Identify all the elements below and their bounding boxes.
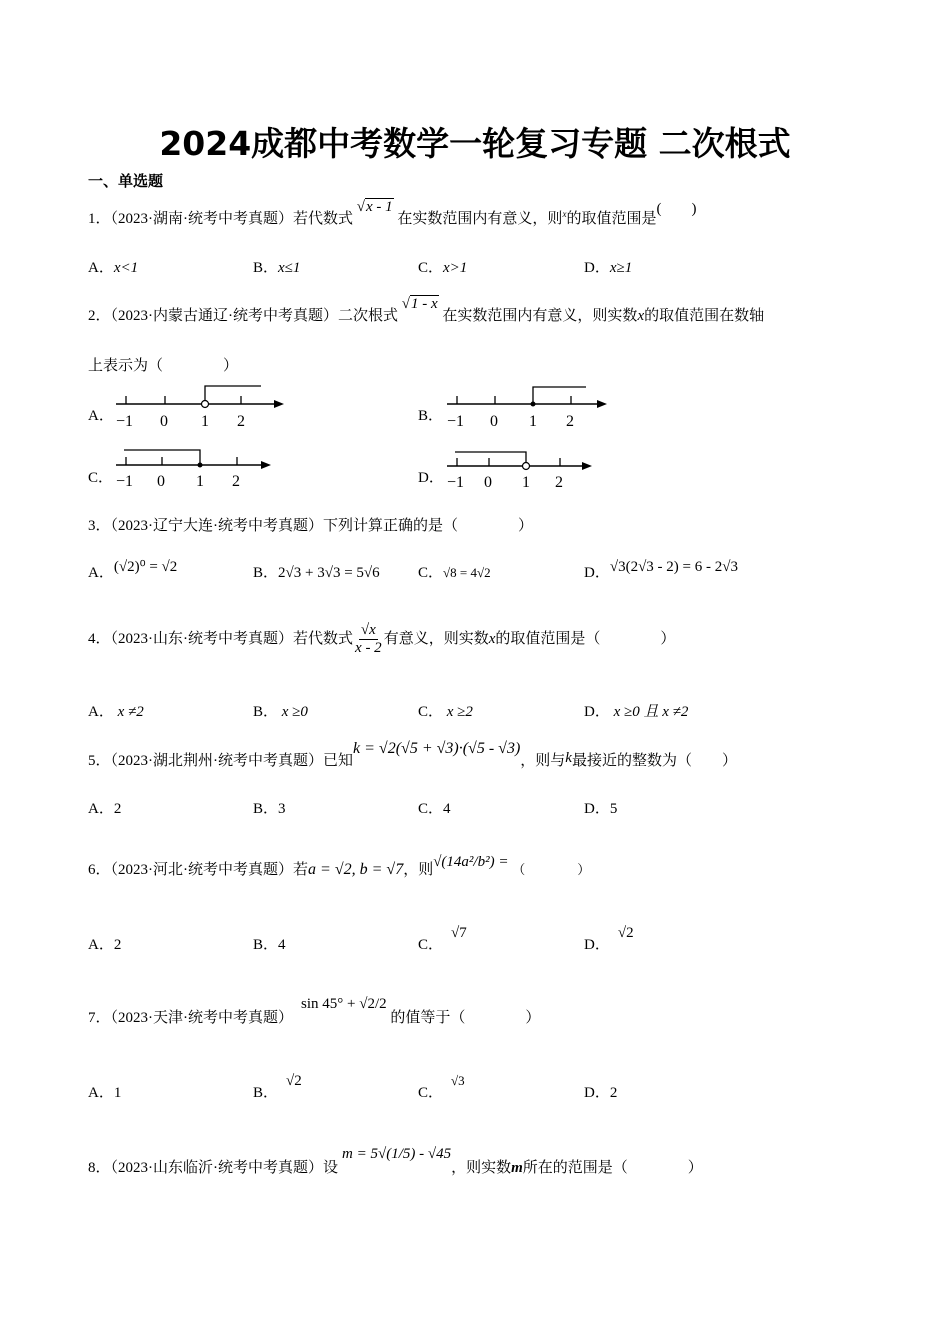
q7-option-c[interactable]: C．√3 (418, 1073, 465, 1101)
q5-option-d[interactable]: D．5 (584, 801, 618, 817)
k-expression: k = √2(√5 + √3)·(√5 - √3) (353, 740, 521, 757)
question-2-line2: 上表示为（ ） (88, 358, 239, 374)
number-line-figure-b[interactable] (443, 382, 613, 432)
fraction-expression: $\frac{√x}{x - 2}$ (355, 622, 382, 657)
q5-option-b[interactable]: B．3 (253, 801, 286, 817)
q2-option-c-label[interactable]: C． (88, 470, 114, 486)
q4-option-a[interactable]: A． x ≠2 (88, 704, 144, 720)
svg-text:0: 0 (157, 473, 165, 490)
q3-option-b[interactable]: B．2√3 + 3√3 = 5√6 (253, 565, 380, 581)
svg-text:1: 1 (522, 474, 530, 491)
q6-option-c[interactable]: C．√7 (418, 925, 467, 953)
number-line-figure-c[interactable] (112, 446, 277, 496)
m-expression: m = 5√(1/5) - √45 (342, 1146, 452, 1162)
q7-option-a[interactable]: A．1 (88, 1085, 122, 1101)
svg-text:1: 1 (196, 473, 204, 490)
q2-option-b-label[interactable]: B． (418, 408, 444, 424)
document-title: 2024成都中考数学一轮复习专题 二次根式 (159, 124, 791, 163)
question-6: 6．（2023·河北·统考中考真题）若a = √2, b = √7，则√(14a²/b²) = （ ） (88, 854, 591, 878)
question-1: 1．（2023·湖南·统考中考真题）若代数式 √x - 1 在实数范围内有意义，则$^x$的取值范围是( ) (88, 199, 697, 227)
svg-text:0: 0 (160, 413, 168, 430)
svg-text:−1: −1 (116, 473, 134, 490)
q3-option-d[interactable]: D．√3(2√3 - 2) = 6 - 2√3 (584, 559, 738, 581)
q7-option-d[interactable]: D．2 (584, 1085, 618, 1101)
number-line-figure-a[interactable] (112, 382, 287, 432)
question-5: 5．（2023·湖北荆州·统考中考真题）已知k = √2(√5 + √3)·(√5 - √3)，则与k最接近的整数为（ ） (88, 740, 737, 769)
q6-option-a[interactable]: A．2 (88, 937, 122, 953)
radical-expression: √1 - x (401, 296, 438, 312)
question-2: 2．（2023·内蒙古通辽·统考中考真题）二次根式 √1 - x 在实数范围内有意义，则实数x的取值范围在数轴 (88, 296, 765, 324)
svg-text:−1: −1 (447, 413, 465, 430)
question-7: 7．（2023·天津·统考中考真题）sin 45° + √2/2 的值等于（ ） (88, 996, 541, 1026)
q4-option-d[interactable]: D． x ≥0 且 x ≠2 (584, 704, 689, 720)
q1-option-a[interactable]: A．x<1 (88, 260, 139, 276)
q1-option-c[interactable]: C．x>1 (418, 260, 468, 276)
number-line-figure-d[interactable] (443, 446, 603, 496)
given-values: a = √2, b = √7 (308, 861, 404, 878)
q3-option-c[interactable]: C．√8 = 4√2 (418, 565, 491, 581)
q6-option-d[interactable]: D．√2 (584, 925, 634, 953)
question-number: 1． (88, 211, 111, 227)
q4-option-c[interactable]: C． x ≥2 (418, 704, 473, 720)
svg-text:2: 2 (566, 413, 574, 430)
svg-text:0: 0 (484, 474, 492, 491)
q2-option-a-label[interactable]: A． (88, 408, 114, 424)
svg-text:−1: −1 (116, 413, 134, 430)
svg-text:1: 1 (529, 413, 537, 430)
q1-option-b[interactable]: B．x≤1 (253, 260, 301, 276)
question-8: 8．（2023·山东临沂·统考中考真题）设m = 5√(1/5) - √45，则实数m所在的范围是（ ） (88, 1146, 703, 1176)
svg-text:2: 2 (232, 473, 240, 490)
q4-option-b[interactable]: B． x ≥0 (253, 704, 308, 720)
svg-text:1: 1 (201, 413, 209, 430)
svg-text:0: 0 (490, 413, 498, 430)
question-4: 4．（2023·山东·统考中考真题）若代数式 $\frac{√x}{x - 2}$ 有意义，则实数x的取值范围是（ ） (88, 622, 676, 657)
q7-option-b[interactable]: B．√2 (253, 1073, 302, 1101)
q1-option-d[interactable]: D．x≥1 (584, 260, 633, 276)
q2-option-d-label[interactable]: D． (418, 470, 444, 486)
q3-option-a[interactable]: A．(√2)⁰ = √2 (88, 559, 178, 581)
answer-bracket: ( ) (656, 201, 697, 217)
section-heading: 一、单选题 (88, 172, 164, 190)
q5-option-a[interactable]: A．2 (88, 801, 122, 817)
svg-text:−1: −1 (447, 474, 465, 491)
svg-text:2: 2 (555, 474, 563, 491)
radical-fraction-expression: √(14a²/b²) = (433, 854, 509, 870)
q6-option-b[interactable]: B．4 (253, 937, 286, 953)
question-3: 3．（2023·辽宁大连·统考中考真题）下列计算正确的是（ ） (88, 518, 534, 534)
svg-text:2: 2 (237, 413, 245, 430)
question-source: （2023·湖南·统考中考真题） (110, 211, 294, 227)
trig-expression: sin 45° + √2/2 (301, 996, 387, 1012)
q5-option-c[interactable]: C．4 (418, 801, 451, 817)
radical-expression: √x - 1 (356, 199, 393, 215)
